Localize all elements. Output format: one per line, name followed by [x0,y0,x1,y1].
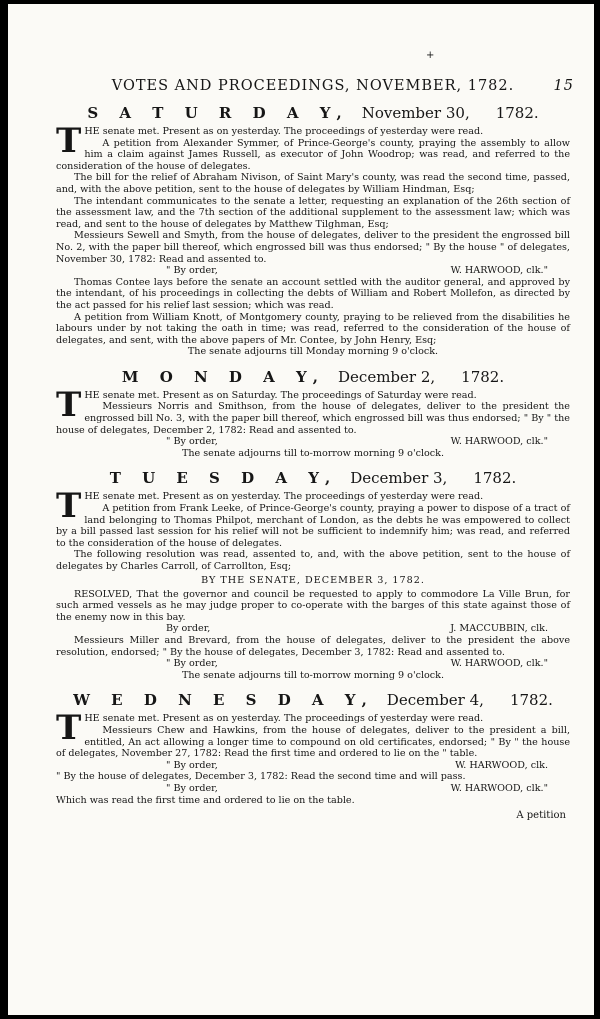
paragraph: The following resolution was read, assented to, and, with the above petition, sent to the house of delegates by Charles Carroll, of Carrollton, Esq; [56,549,570,572]
adjourn-line: The senate adjourns till Monday morning 9 o'clock. [187,346,439,358]
monday-heading: M O N D A Y, December 2, 1782. [121,367,505,386]
paragraph: Messieurs Sewell and Smyth, from the house of delegates, deliver to the president the engrossed bill No. 2, with the paper bill thereof, which engrossed bill was thus endorsed; " By the house " of delegates, November 30, 1782: Read and assented to. [56,230,570,265]
signature-line: " By order, W. HARWOOD, clk." [166,436,548,448]
saturday-heading: S A T U R D A Y, November 30, 1782. [87,104,539,122]
adjourn-line: The senate adjourns till to-morrow morning 9 o'clock. [181,447,445,459]
adjourn-line: The senate adjourns till to-morrow morning 9 o'clock. [181,669,445,681]
signature-line: " By order, W. HARWOOD, clk." [166,265,548,277]
paragraph: A petition from Alexander Symmer, of Prince-George's county, praying the assembly to allow him a claim against James Russell, as executor of John Woodrop; was read, and referred to the consideration of the house of delegates. [56,137,570,172]
document-page [8,4,594,1015]
paragraph: A petition from William Knott, of Montgomery county, praying to be relieved from the disabilities he labours under by not taking the oath in time; was read, referred to the consideration of the house of delegates, and sent, with the above papers of Mr. Contee, by John Henry, Esq; [56,311,570,346]
paragraph: " By the house of delegates, December 3, 1782: Read the second time and will pass. [56,771,466,783]
plus-mark: + [426,50,435,61]
page-number: 15 [553,78,574,94]
paragraph: A petition from Frank Leeke, of Prince-George's county, praying a power to dispose of a tract of land belonging to Thomas Philpot, merchant of London, as the debts he was empowered to collect by a bill passed last session for his relief will not be sufficient to indemnify him; was read, and referred to the consideration of the house of delegates. [56,503,570,549]
paragraph: The bill for the relief of Abraham Nivison, of Saint Mary's county, was read the second time, passed, and, with the above petition, sent to the house of delegates by William Hindman, Esq; [56,172,570,195]
senate-line: BY THE SENATE, DECEMBER 3, 1782. [201,574,425,586]
paragraph: THE senate met. Present as on yesterday. The proceedings of yesterday were read. [56,486,484,527]
signature-line: " By order, W. HARWOOD, clk." [166,782,548,794]
signature-line: By order, J. MACCUBBIN, clk. [166,623,548,635]
paragraph: Messieurs Norris and Smithson, from the house of delegates, deliver to the president the engrossed bill No. 3, with the paper bill thereof, which engrossed bill was thus endorsed; " By " the house of delegates, December 2, 1782: Read and assented to. [56,401,570,436]
page-title: VOTES AND PROCEEDINGS, NOVEMBER, 1782. [111,78,515,94]
paragraph: Messieurs Miller and Brevard, from the house of delegates, deliver to the president the above resolution, endorsed; " By the house of delegates, December 3, 1782: Read and assented to. [56,634,570,658]
signature-line: " By order, W. HARWOOD, clk." [166,658,548,670]
resolution: RESOLVED, That the governor and council be requested to apply to commodore La Ville Brun, for such armed vessels as he may judge proper to co-operate with the barges of this state against those of the enemy now in this bay. [56,588,570,623]
paragraph: Messieurs Chew and Hawkins, from the house of delegates, deliver to the president a bill, entitled, An act allowing a longer time to compound on old certificates, endorsed; " By " the house of delegates, November 27, 1782: Read the first time and ordered to lie on the " table. [56,724,570,760]
paragraph: The intendant communicates to the senate a letter, requesting an explanation of the 26th section of the assessment law, and the 7th section of the additional supplement to the assessment law; which was read, and sent to the house of delegates by Matthew Tilghman, Esq; [56,195,570,230]
paragraph: Which was read the first time and ordered to lie on the table. [56,794,355,806]
tuesday-heading: T U E S D A Y, December 3, 1782. [109,469,517,488]
paragraph: THE senate met. Present as on yesterday. The proceedings of yesterday were read. [56,708,484,749]
running-header [56,78,574,94]
signature-line: " By order, W. HARWOOD, clk. [166,759,548,771]
catchword: A petition [516,810,566,822]
paragraph: THE senate met. Present as on Saturday. The proceedings of Saturday were read. [56,384,477,425]
paragraph: THE senate met. Present as on yesterday. The proceedings of yesterday were read. [56,121,484,161]
paragraph: Thomas Contee lays before the senate an account settled with the auditor general, and approved by the intendant, of his proceedings in collecting the debts of William and Robert Mollefon, as directed by the act passed for his relief last session; which was read. [56,276,570,311]
wednesday-heading: W E D N E S D A Y, December 4, 1782. [73,691,553,710]
